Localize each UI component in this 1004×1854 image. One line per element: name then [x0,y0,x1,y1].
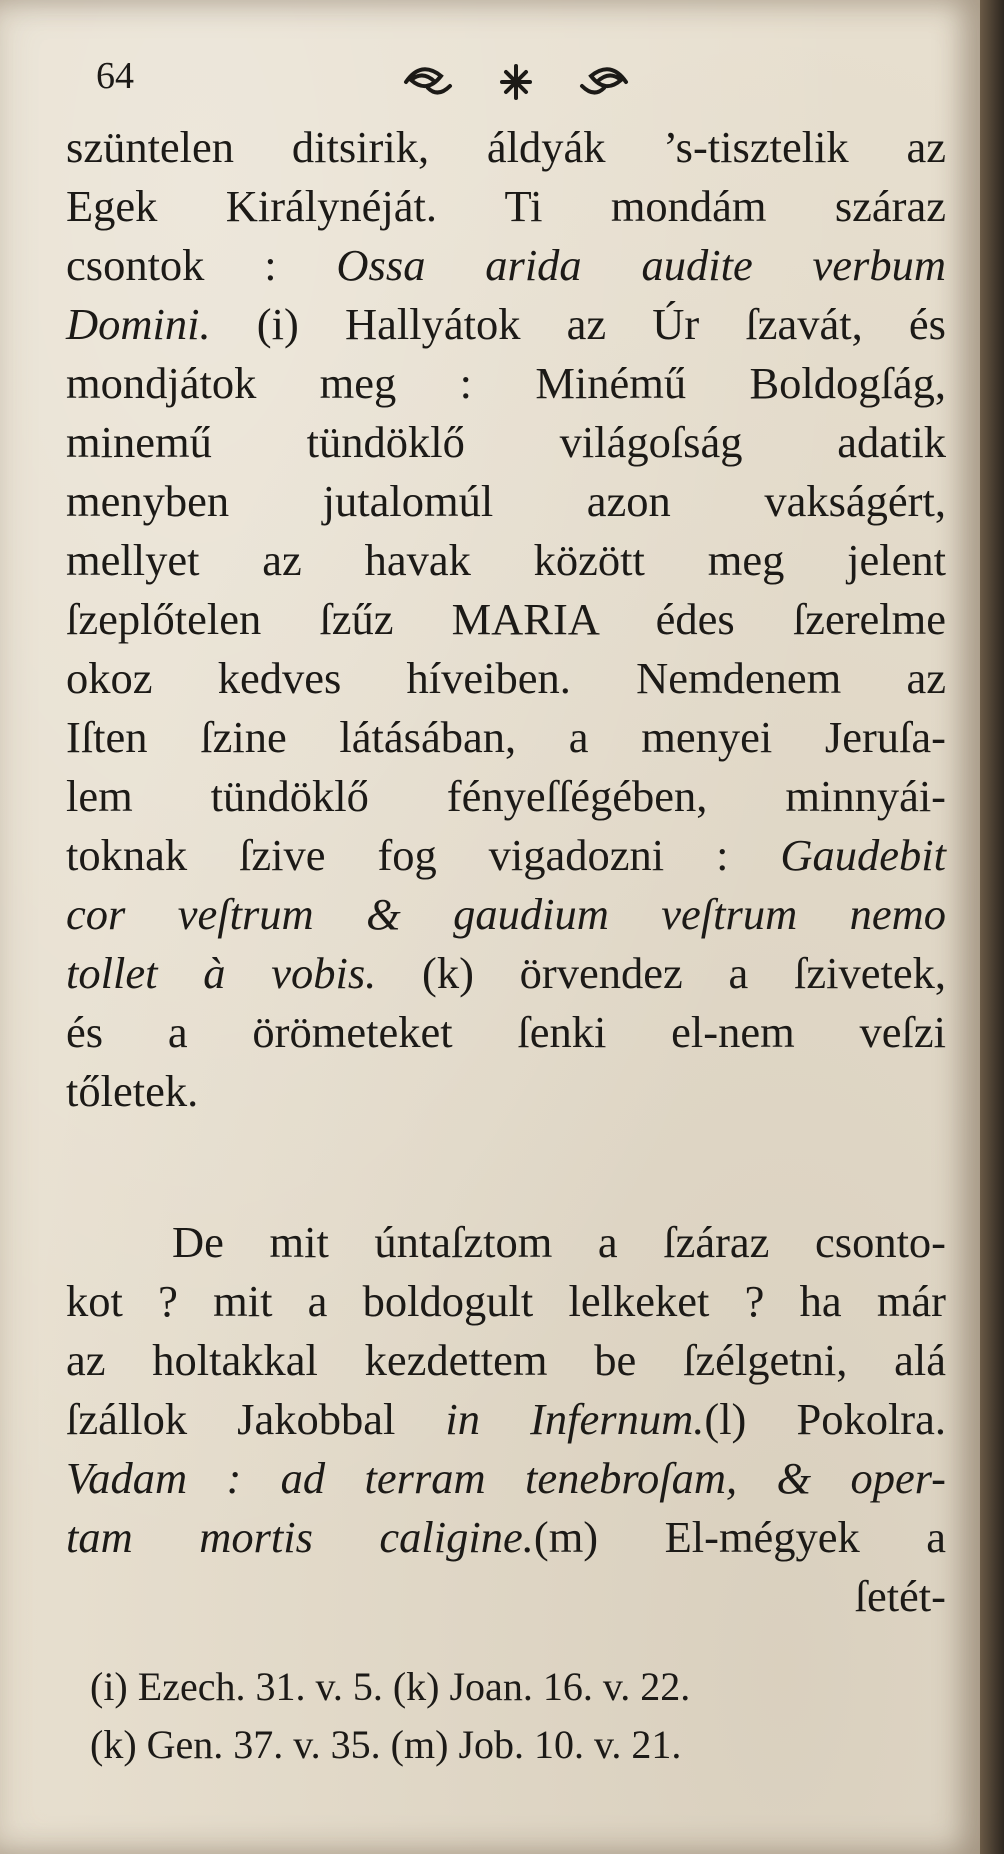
text-line [66,1062,946,1121]
text-segment: (i) Hallyátok az Úr ſzavát, és [210,299,946,349]
text-segment: toknak ſzive fog vigadozni : [66,830,781,880]
text-segment: csontok : [66,240,337,290]
text-segment: (k) örvendez a ſzivetek, [376,948,946,998]
text-segment: ſzeplőtelen ſzűz MARIA édes ſzerelme [66,594,946,644]
text-line [66,767,946,826]
text-segment: (l) Pokolra. [704,1394,946,1444]
page-header [96,52,696,112]
footnotes [90,1658,950,1774]
text-segment: Egek Királynéját. Ti mondám száraz [66,181,946,231]
ornament-icon [366,52,666,112]
text-line [66,1508,946,1567]
italic-text-segment: tam mortis caligine. [66,1512,534,1562]
footnote-line: (k) Gen. 37. v. 35. (m) Job. 10. v. 21. [90,1722,682,1767]
text-segment: menyben jutalomúl azon vakságért, [66,476,946,526]
page-edge-shadow [980,0,1004,1854]
text-segment: mellyet az havak között meg jelent [66,535,946,585]
text-line [66,1390,946,1449]
text-segment: Iſten ſzine látásában, a menyei Jeruſa- [66,712,946,762]
text-segment: az holtakkal kezdettem be ſzélgetni, alá [66,1335,946,1385]
footnote-line: (i) Ezech. 31. v. 5. (k) Joan. 16. v. 22. [90,1664,691,1709]
italic-text-segment: in Infernum. [445,1394,705,1444]
text-line [66,354,946,413]
paragraph-2 [66,1213,946,1626]
text-segment: mondjátok meg : Minémű Boldogſág, [66,358,946,408]
text-segment: lem tündöklő fényeſſégében, minnyái- [66,771,946,821]
text-line [66,236,946,295]
paragraph-gap [66,1121,946,1213]
text-segment: szüntelen ditsirik, áldyák ’s-tisztelik az [66,122,946,172]
text-line [66,1331,946,1390]
italic-text-segment: Domini. [66,299,211,349]
italic-text-segment: cor veſtrum & gaudium veſtrum nemo [66,889,946,939]
text-segment: ſzállok Jakobbal [66,1394,446,1444]
italic-text-segment: Ossa arida audite verbum [336,240,946,290]
text-line [66,1567,946,1626]
italic-text-segment: Gaudebit [780,830,946,880]
text-line [66,708,946,767]
text-line [66,1003,946,1062]
text-line [66,1213,946,1272]
text-line [66,531,946,590]
body-text [66,118,946,1626]
text-segment: minemű tündöklő világoſság adatik [66,417,946,467]
text-segment: ſetét- [854,1571,946,1621]
text-line [66,118,946,177]
text-line [66,413,946,472]
text-line [66,590,946,649]
text-line [66,826,946,885]
text-line [66,885,946,944]
text-segment: (m) El-mégyek a [533,1512,947,1562]
text-line [66,1449,946,1508]
text-segment: okoz kedves híveiben. Nemdenem az [66,653,946,703]
text-segment: és a örömeteket ſenki el-nem veſzi [66,1007,946,1057]
text-line [66,295,946,354]
page-number: 64 [96,55,134,97]
text-line [66,1272,946,1331]
italic-text-segment: tollet à vobis. [66,948,377,998]
italic-text-segment: Vadam : ad terram tenebroſam, & oper- [66,1453,946,1503]
text-line [66,944,946,1003]
paragraph-1 [66,118,946,1121]
text-segment: kot ? mit a boldogult lelkeket ? ha már [66,1276,946,1326]
text-line [66,177,946,236]
text-segment: De mit úntaſztom a ſzáraz csonto- [172,1217,946,1267]
text-line [66,472,946,531]
text-line [66,649,946,708]
text-segment: tőletek. [66,1066,199,1116]
